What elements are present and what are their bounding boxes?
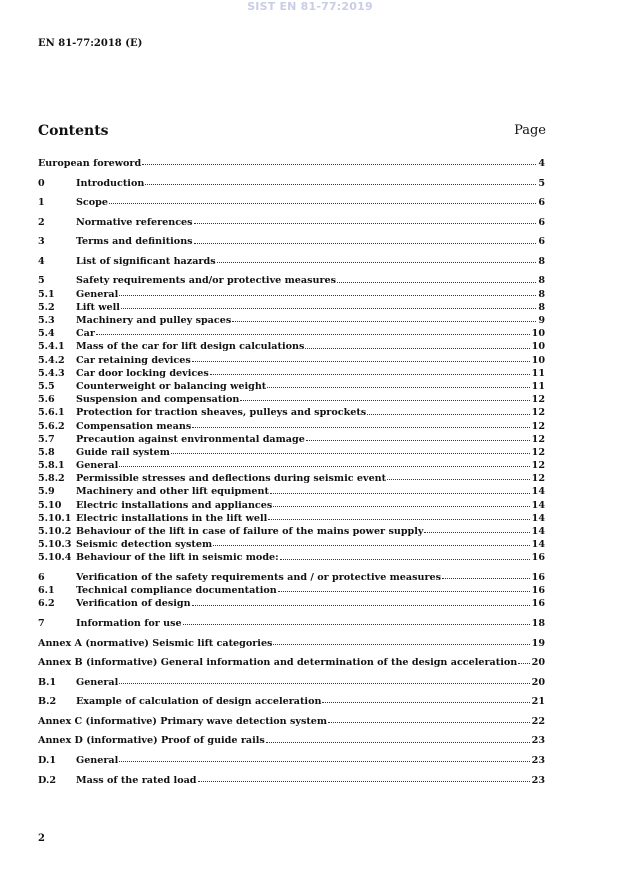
toc-entry-page: 8 (538, 275, 545, 287)
toc-entry-number: 5.2 (38, 301, 55, 313)
toc-entry-title: List of significant hazards (76, 255, 216, 267)
toc-entry-page: 14 (531, 539, 545, 551)
toc-entry-page: 23 (531, 735, 545, 747)
toc-entry-number: 5.10 (38, 499, 62, 511)
toc-entry[interactable] (38, 406, 545, 419)
toc-entry-page: 18 (531, 617, 545, 629)
toc-entry[interactable] (38, 637, 545, 650)
toc-entry-number: 5.9 (38, 486, 55, 498)
toc-dot-leader (280, 559, 530, 560)
toc-entry-page: 12 (531, 460, 545, 472)
toc-entry-number: 5.1 (38, 288, 55, 300)
toc-dot-leader (213, 545, 530, 546)
toc-entry[interactable] (38, 367, 545, 380)
toc-dot-leader (192, 427, 529, 428)
toc-entry-title: Verification of design (76, 598, 191, 610)
toc-entry[interactable] (38, 525, 545, 538)
toc-entry-page: 9 (538, 315, 545, 327)
toc-dot-leader (442, 578, 530, 579)
toc-entry-page: 20 (531, 676, 545, 688)
toc-entry-number: 5.4.3 (38, 367, 65, 379)
toc-entry-number: 5.8 (38, 446, 55, 458)
toc-dot-leader (232, 321, 536, 322)
toc-dot-leader (192, 361, 530, 362)
toc-entry-page: 12 (531, 473, 545, 485)
toc-entry-number: D.1 (38, 754, 56, 766)
toc-entry-number: 5.3 (38, 315, 55, 327)
toc-dot-leader (121, 308, 536, 309)
toc-entry-title: European foreword (38, 158, 142, 169)
toc-entry[interactable] (38, 340, 545, 353)
toc-entry-title: General (76, 676, 119, 688)
toc-entry-page: 19 (531, 637, 545, 649)
toc-entry[interactable] (38, 314, 545, 327)
toc-entry-page: 23 (531, 774, 545, 786)
toc-entry-number: 5.4.1 (38, 341, 65, 353)
toc-entry[interactable] (38, 584, 545, 597)
toc-dot-leader (194, 223, 537, 224)
toc-entry[interactable] (38, 676, 545, 689)
toc-entry-number: 7 (38, 617, 45, 629)
toc-entry-page: 22 (531, 715, 545, 727)
toc-entry-title: Terms and definitions (76, 236, 193, 248)
toc-entry[interactable] (38, 538, 545, 551)
toc-entry-number: 5.5 (38, 380, 55, 392)
toc-entry-title: Electric installations in the lift well (76, 512, 268, 524)
toc-dot-leader (192, 605, 530, 606)
toc-dot-leader (240, 400, 529, 401)
toc-entry-number: 5.10.2 (38, 526, 72, 538)
toc-entry-title: Scope (76, 197, 108, 209)
toc-entry-title: Mass of the car for lift design calculations (76, 341, 305, 353)
toc-entry-title: Behaviour of the lift in seismic mode: (76, 552, 279, 564)
toc-entry-page: 4 (538, 158, 545, 169)
toc-dot-leader (387, 479, 530, 480)
toc-entry-number: 5.10.4 (38, 552, 72, 564)
toc-entry[interactable] (38, 551, 545, 564)
toc-dot-leader (210, 374, 530, 375)
toc-entry-page: 12 (531, 407, 545, 419)
toc-dot-leader (96, 334, 530, 335)
toc-entry-title: Mass of the rated load (76, 774, 197, 786)
toc-entry-title: Annex B (informative) General information and determination of the design acceleration (38, 657, 518, 669)
toc-entry-number: 2 (38, 216, 45, 228)
toc-entry[interactable] (38, 617, 545, 630)
toc-entry-page: 12 (531, 446, 545, 458)
toc-entry[interactable] (38, 754, 545, 767)
toc-dot-leader (267, 387, 529, 388)
toc-entry[interactable] (38, 177, 545, 190)
page-column-label: Page (514, 123, 546, 138)
toc-entry-page: 16 (531, 552, 545, 564)
toc-dot-leader (337, 282, 536, 283)
toc-dot-leader (424, 532, 529, 533)
toc-entry-title: Electric installations and appliances (76, 499, 273, 511)
toc-dot-leader (322, 702, 529, 703)
toc-entry[interactable] (38, 715, 545, 728)
toc-dot-leader (142, 164, 536, 165)
toc-entry[interactable] (38, 235, 545, 248)
toc-entry[interactable] (38, 597, 545, 610)
toc-entry-title: Introduction (76, 177, 145, 189)
toc-entry-page: 11 (531, 367, 545, 379)
toc-entry[interactable] (38, 393, 545, 406)
toc-entry-title: Car (76, 328, 95, 340)
toc-entry-title: Protection for traction sheaves, pulleys and sprockets (76, 407, 367, 419)
toc-entry-page: 6 (538, 197, 545, 209)
toc-entry[interactable] (38, 446, 545, 459)
toc-entry-title: Seismic detection system (76, 539, 213, 551)
toc-entry-title: Behaviour of the lift in case of failure of the mains power supply (76, 526, 424, 538)
toc-entry-number: 5.10.3 (38, 539, 72, 551)
toc-entry-number: 4 (38, 255, 45, 267)
toc-entry-page: 8 (538, 255, 545, 267)
toc-entry-title: Machinery and pulley spaces (76, 315, 232, 327)
toc-dot-leader (145, 184, 536, 185)
toc-entry[interactable] (38, 327, 545, 340)
toc-entry-page: 14 (531, 526, 545, 538)
toc-dot-leader (183, 624, 530, 625)
toc-entry[interactable] (38, 774, 545, 787)
toc-entry-title: Counterweight or balancing weight (76, 380, 267, 392)
toc-dot-leader (270, 493, 530, 494)
toc-entry-page: 10 (531, 328, 545, 340)
toc-entry-page: 6 (538, 236, 545, 248)
toc-dot-leader (278, 591, 530, 592)
toc-entry-number: 5.6 (38, 394, 55, 406)
toc-entry-title: Car retaining devices (76, 354, 191, 366)
contents-heading: Contents (38, 123, 109, 139)
toc-entry-number: 5.6.2 (38, 420, 65, 432)
toc-dot-leader (171, 453, 530, 454)
toc-dot-leader (119, 683, 529, 684)
toc-entry-title: General (76, 288, 119, 300)
toc-entry-page: 6 (538, 216, 545, 228)
document-id: EN 81-77:2018 (E) (38, 38, 143, 49)
toc-entry-title: Safety requirements and/or protective measures (76, 275, 337, 287)
toc-entry-title: Guide rail system (76, 446, 170, 458)
toc-entry[interactable] (38, 656, 545, 669)
toc-entry-number: 5 (38, 275, 45, 287)
toc-entry-number: 5.10.1 (38, 512, 72, 524)
toc-entry-number: D.2 (38, 774, 56, 786)
toc-entry-title: Technical compliance documentation (76, 585, 277, 597)
toc-entry[interactable] (38, 499, 545, 512)
toc-entry-page: 21 (531, 696, 545, 708)
toc-dot-leader (306, 440, 530, 441)
toc-entry-title: Permissible stresses and deflections during seismic event (76, 473, 387, 485)
toc-entry-number: 6.1 (38, 585, 55, 597)
toc-entry[interactable] (38, 485, 545, 498)
toc-entry-page: 11 (531, 380, 545, 392)
toc-entry-page: 8 (538, 288, 545, 300)
toc-dot-leader (273, 506, 529, 507)
toc-entry[interactable] (38, 354, 545, 367)
toc-entry-title: General (76, 754, 119, 766)
toc-entry-title: Compensation means (76, 420, 192, 432)
table-of-contents (38, 157, 545, 787)
toc-entry-number: B.2 (38, 696, 57, 708)
toc-dot-leader (198, 781, 530, 782)
toc-entry-page: 14 (531, 486, 545, 498)
toc-entry[interactable] (38, 472, 545, 485)
toc-entry[interactable] (38, 380, 545, 393)
toc-dot-leader (367, 414, 529, 415)
toc-entry[interactable] (38, 459, 545, 472)
footer-page-number: 2 (38, 833, 45, 844)
toc-entry-page: 12 (531, 420, 545, 432)
toc-entry-title: Lift well (76, 301, 120, 313)
toc-dot-leader (119, 466, 529, 467)
toc-entry[interactable] (38, 571, 545, 584)
toc-entry-number: 5.4.2 (38, 354, 65, 366)
toc-dot-leader (518, 663, 529, 664)
toc-entry-number: 5.6.1 (38, 407, 65, 419)
toc-entry-title: Annex D (informative) Proof of guide rails (38, 735, 265, 747)
toc-entry-page: 23 (531, 754, 545, 766)
toc-entry-number: 6 (38, 571, 45, 583)
toc-entry[interactable] (38, 255, 545, 268)
toc-entry[interactable] (38, 420, 545, 433)
toc-entry-page: 10 (531, 354, 545, 366)
toc-entry-title: Example of calculation of design acceleration (76, 696, 322, 708)
toc-entry-number: 5.4 (38, 328, 55, 340)
toc-entry-title: Annex C (informative) Primary wave detection system (38, 715, 328, 727)
toc-entry-page: 20 (531, 657, 545, 669)
toc-entry[interactable] (38, 512, 545, 525)
toc-entry[interactable] (38, 157, 545, 170)
toc-entry-number: B.1 (38, 676, 57, 688)
toc-entry[interactable] (38, 288, 545, 301)
toc-entry-number: 3 (38, 236, 45, 248)
toc-dot-leader (305, 348, 529, 349)
toc-entry[interactable] (38, 274, 545, 287)
toc-dot-leader (194, 243, 537, 244)
toc-dot-leader (217, 262, 537, 263)
toc-entry[interactable] (38, 695, 545, 708)
toc-entry-title: Precaution against environmental damage (76, 433, 305, 445)
toc-dot-leader (119, 761, 529, 762)
toc-entry-page: 5 (538, 177, 545, 189)
toc-entry-page: 16 (531, 598, 545, 610)
toc-entry-page: 14 (531, 512, 545, 524)
toc-entry-page: 12 (531, 433, 545, 445)
toc-entry-title: Information for use (76, 617, 182, 629)
toc-entry-page: 16 (531, 571, 545, 583)
toc-dot-leader (268, 519, 529, 520)
watermark: SIST EN 81-77:2019 (247, 0, 373, 13)
toc-entry-page: 8 (538, 301, 545, 313)
toc-entry-number: 6.2 (38, 598, 55, 610)
toc-dot-leader (273, 644, 529, 645)
toc-entry-page: 10 (531, 341, 545, 353)
toc-entry[interactable] (38, 196, 545, 209)
toc-entry-number: 5.8.2 (38, 473, 65, 485)
toc-dot-leader (119, 295, 536, 296)
toc-entry[interactable] (38, 734, 545, 747)
toc-entry[interactable] (38, 216, 545, 229)
toc-dot-leader (328, 722, 530, 723)
toc-entry-title: Machinery and other lift equipment (76, 486, 269, 498)
toc-entry-title: General (76, 460, 119, 472)
toc-entry-number: 0 (38, 177, 45, 189)
toc-entry-title: Suspension and compensation (76, 394, 240, 406)
toc-entry-number: 5.7 (38, 433, 55, 445)
toc-entry-number: 5.8.1 (38, 460, 65, 472)
toc-entry-page: 16 (531, 585, 545, 597)
toc-entry[interactable] (38, 301, 545, 314)
toc-entry-number: 1 (38, 197, 45, 209)
toc-entry-title: Verification of the safety requirements and / or protective measures (76, 571, 442, 583)
toc-entry-title: Annex A (normative) Seismic lift categories (38, 637, 273, 649)
toc-entry-title: Normative references (76, 216, 193, 228)
toc-entry[interactable] (38, 433, 545, 446)
toc-entry-title: Car door locking devices (76, 367, 209, 379)
toc-dot-leader (266, 742, 530, 743)
toc-dot-leader (109, 203, 536, 204)
toc-entry-page: 14 (531, 499, 545, 511)
toc-entry-page: 12 (531, 394, 545, 406)
